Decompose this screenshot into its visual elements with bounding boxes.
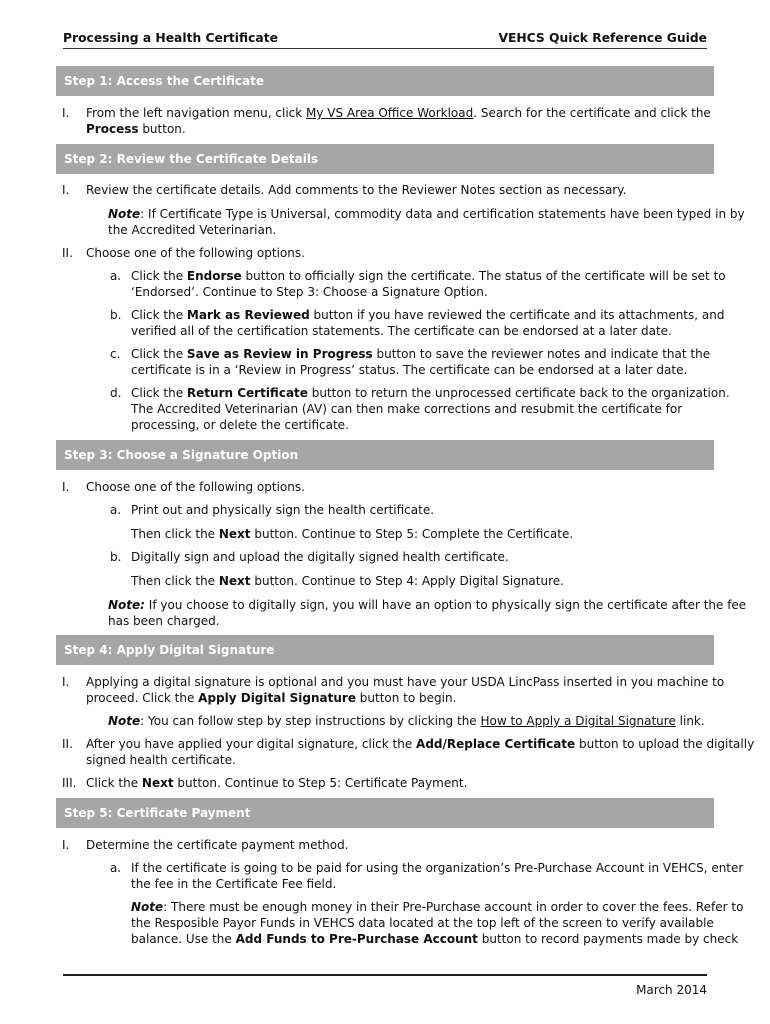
step2-option-d-line2: The Accredited Veterinarian (AV) can then make corrections and resubmit the certificate for	[131, 402, 683, 416]
step5-note: Note: There must be enough money in their Pre-Purchase account in order to cover the fees. Refer to	[131, 900, 744, 914]
step4-note: Note: You can follow step by step instructions by clicking the How to Apply a Digital Signature link.	[108, 714, 705, 728]
step3-note: Note: If you choose to digitally sign, you will have an option to physically sign the certificate after the fee	[108, 598, 747, 612]
step4-item-ii-line2: signed health certificate.	[86, 753, 236, 767]
step2-option-d-line3: processing, or delete the certificate.	[131, 418, 349, 432]
step3-marker-i: I.	[62, 480, 70, 494]
step3-marker-b: b.	[110, 550, 122, 564]
step3-item-i: Choose one of the following options.	[86, 480, 305, 494]
footer-divider	[63, 974, 707, 976]
step4-item-i: Applying a digital signature is optional and you must have your USDA LincPass inserted in you machine to	[86, 675, 725, 689]
step2-marker-b: b.	[110, 308, 122, 322]
step5-marker-i: I.	[62, 838, 70, 852]
how-to-apply-digital-signature-link[interactable]: How to Apply a Digital Signature	[480, 714, 676, 728]
step2-marker-ii: II.	[62, 246, 73, 260]
step5-option-a-line2: the fee in the Certificate Fee field.	[131, 877, 337, 891]
step4-item-ii: After you have applied your digital signature, click the Add/Replace Certificate button to upload the digitally	[86, 737, 755, 751]
step2-marker-i: I.	[62, 183, 70, 197]
step4-marker-ii: II.	[62, 737, 73, 751]
step4-heading: Step 4: Apply Digital Signature	[56, 635, 714, 665]
step4-marker-iii: III.	[62, 776, 77, 790]
step3-option-a-then: Then click the Next button. Continue to Step 5: Complete the Certificate.	[131, 527, 574, 541]
step1-heading: Step 1: Access the Certificate	[56, 66, 714, 96]
step5-note-line2: the Resposible Payor Funds in VEHCS data located at the top left of the screen to verify available	[131, 916, 714, 930]
step2-marker-c: c.	[110, 347, 121, 361]
step2-option-c-line2: certificate is in a ‘Review in Progress’ status. The certificate can be endorsed at a later date.	[131, 363, 688, 377]
step2-option-b-line2: verified all of the certification statements. The certificate can be endorsed at a later date.	[131, 324, 672, 338]
step5-marker-a: a.	[110, 861, 122, 875]
step1-item-i: From the left navigation menu, click My VS Area Office Workload. Search for the certificate and click the	[86, 106, 711, 120]
step2-marker-a: a.	[110, 269, 122, 283]
step2-heading: Step 2: Review the Certificate Details	[56, 144, 714, 174]
step2-item-i: Review the certificate details. Add comments to the Reviewer Notes section as necessary.	[86, 183, 627, 197]
step2-item-ii: Choose one of the following options.	[86, 246, 305, 260]
step2-marker-d: d.	[110, 386, 122, 400]
footer-date: March 2014	[636, 983, 707, 997]
header-title: Processing a Health Certificate	[63, 31, 278, 45]
step2-note: Note: If Certificate Type is Universal, commodity data and certification statements have been typed in by	[108, 207, 745, 221]
step5-item-i: Determine the certificate payment method.	[86, 838, 349, 852]
step2-option-d: Click the Return Certificate button to return the unprocessed certificate back to the organization.	[131, 386, 730, 400]
step2-option-b: Click the Mark as Reviewed button if you have reviewed the certificate and its attachments, and	[131, 308, 725, 322]
step2-note-line2: the Accredited Veterinarian.	[108, 223, 277, 237]
header-divider	[63, 48, 707, 49]
step3-option-b-then: Then click the Next button. Continue to Step 4: Apply Digital Signature.	[131, 574, 564, 588]
step3-note-line2: has been charged.	[108, 614, 220, 628]
step3-option-b: Digitally sign and upload the digitally signed health certificate.	[131, 550, 509, 564]
step4-marker-i: I.	[62, 675, 70, 689]
header-guide-name: VEHCS Quick Reference Guide	[498, 31, 707, 45]
page-header	[63, 29, 707, 47]
my-vs-area-office-workload-link[interactable]: My VS Area Office Workload	[306, 106, 474, 120]
step5-heading: Step 5: Certificate Payment	[56, 798, 714, 828]
step1-item-i-line2: Process button.	[86, 122, 186, 136]
step3-option-a: Print out and physically sign the health certificate.	[131, 503, 435, 517]
step2-option-a: Click the Endorse button to officially sign the certificate. The status of the certificate will be set to	[131, 269, 726, 283]
step2-option-a-line2: ‘Endorsed’. Continue to Step 3: Choose a Signature Option.	[131, 285, 488, 299]
step2-option-c: Click the Save as Review in Progress button to save the reviewer notes and indicate that the	[131, 347, 711, 361]
step1-marker-i: I.	[62, 106, 70, 120]
step3-marker-a: a.	[110, 503, 122, 517]
step4-item-iii: Click the Next button. Continue to Step 5: Certificate Payment.	[86, 776, 468, 790]
step5-note-line3: balance. Use the Add Funds to Pre-Purchase Account button to record payments made by check	[131, 932, 739, 946]
step4-item-i-line2: proceed. Click the Apply Digital Signature button to begin.	[86, 691, 457, 705]
step5-option-a: If the certificate is going to be paid for using the organization’s Pre-Purchase Account in VEHCS, enter	[131, 861, 744, 875]
step3-heading: Step 3: Choose a Signature Option	[56, 440, 714, 470]
